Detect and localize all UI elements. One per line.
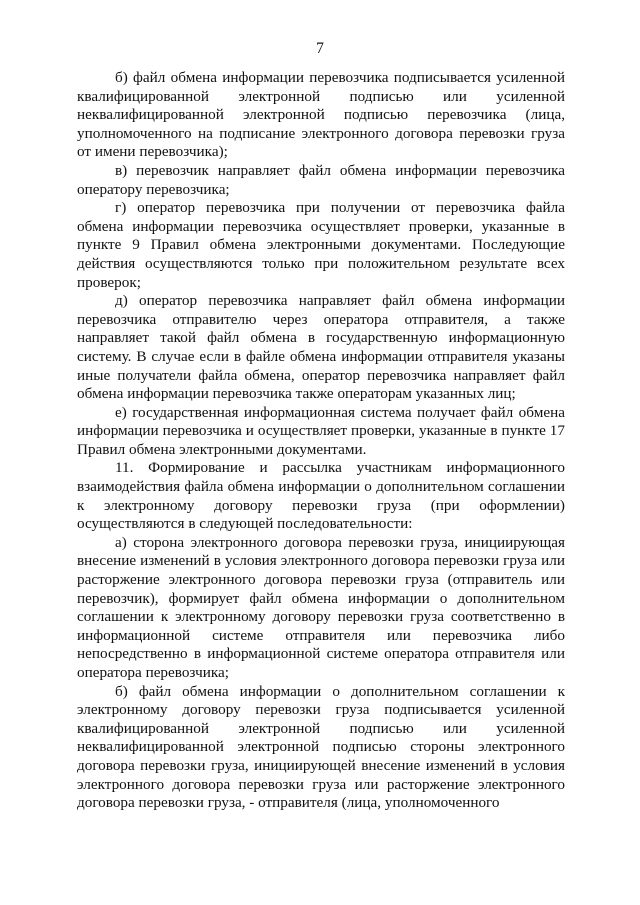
paragraph-d-operator-forwards: д) оператор перевозчика направляет файл обмена информации перевозчика отправителю через оператора отправителя, а также направляет такой файл обмена в государственную информационную систему. В случае если в файле обмена информации отправителя указаны иные получатели файла обмена, оператор перевозчика направляет файл обмена информации перевозчика также операторам указанных лиц; — [77, 292, 565, 403]
paragraph-v-carrier-sends: в) перевозчик направляет файл обмена информации перевозчика оператору перевозчика; — [77, 161, 565, 198]
paragraph-a-initiating-party: а) сторона электронного договора перевозки груза, инициирующая внесение изменений в условия электронного договора перевозки груза или расторжение электронного договора перевозки груза (отправитель или перевозчик), формирует файл обмена информации о дополнительном соглашении к электронному договору перевозки груза соответственно в информационной системе отправителя или перевозчика либо непосредственно в информационной системе оператора отправителя или оператора перевозчика; — [77, 533, 565, 681]
paragraph-b-agreement-signature: б) файл обмена информации о дополнительном соглашении к электронному договору перевозки груза подписывается усиленной квалифицированной электронной подписью или усиленной неквалифицированной электронной подписью стороны электронного договора перевозки груза, инициирующей внесение изменений в условия электронного договора перевозки груза или расторжение электронного договора перевозки груза, - отправителя (лица, уполномоченного — [77, 682, 565, 812]
paragraph-11-additional-agreement: 11. Формирование и рассылка участникам информационного взаимодействия файла обмена информации о дополнительном соглашении к электронному договору перевозки груза (при оформлении) осуществляются в следующей последовательности: — [77, 459, 565, 533]
paragraph-g-operator-checks: г) оператор перевозчика при получении от перевозчика файла обмена информации перевозчика осуществляет проверки, указанные в пункте 9 Правил обмена электронными документами. Последующие действия осуществляются только при положительном результате всех проверок; — [77, 199, 565, 291]
page-number: 7 — [316, 40, 324, 57]
paragraph-b-carrier-signature: б) файл обмена информации перевозчика подписывается усиленной квалифицированной электронной подписью или усиленной неквалифицированной электронной подписью перевозчика (лица, уполномоченного на подписание электронного договора перевозки груза от имени перевозчика); — [77, 69, 565, 161]
paragraph-e-state-system: е) государственная информационная система получает файл обмена информации перевозчика и осуществляет проверки, указанные в пункте 17 Правил обмена электронными документами. — [77, 403, 565, 458]
document-body — [77, 69, 565, 813]
